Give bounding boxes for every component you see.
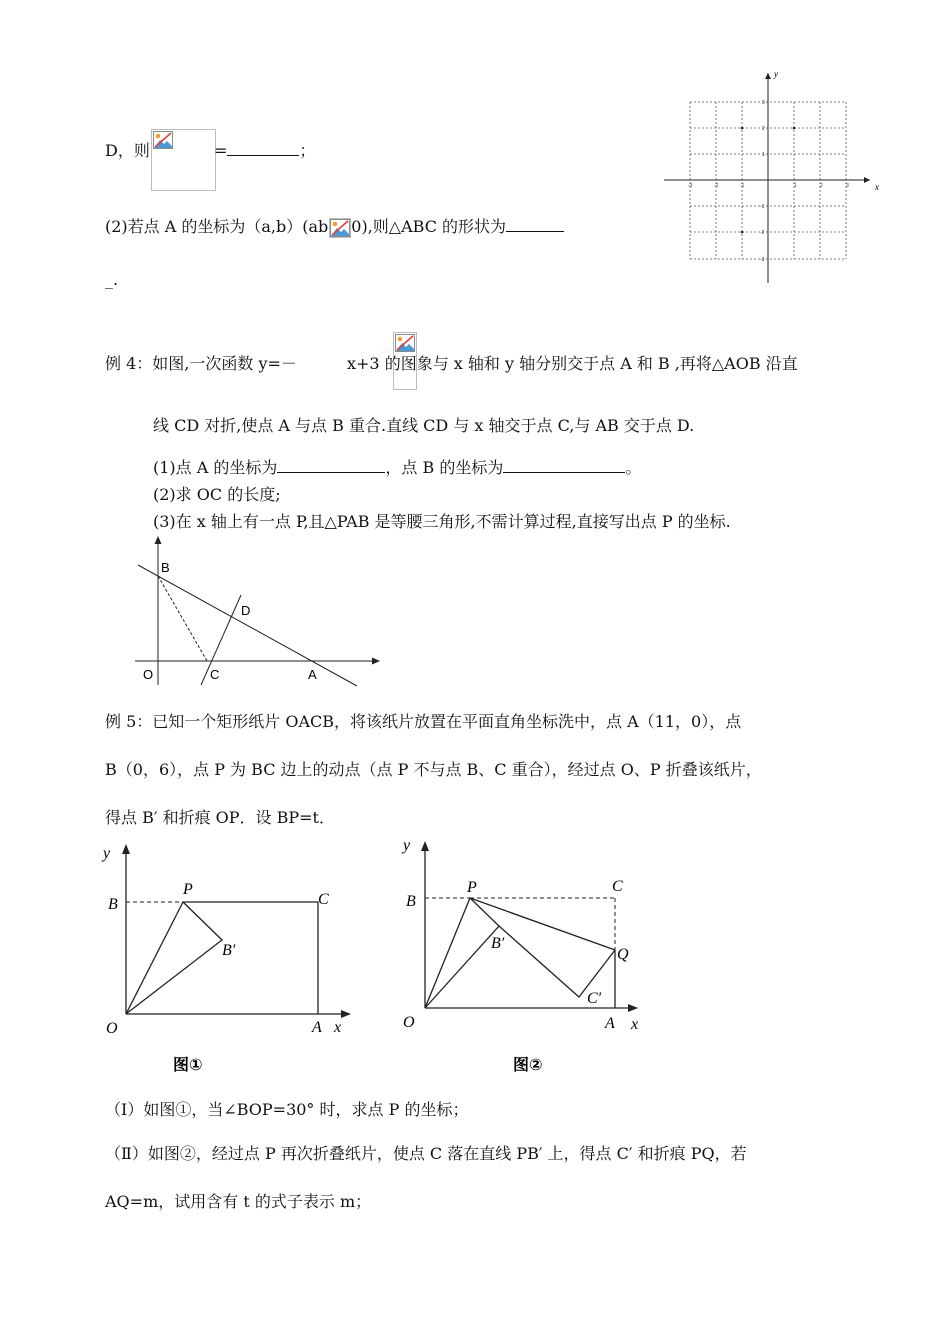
y-tick-label: 2: [762, 126, 765, 132]
point-a-label: A: [308, 667, 317, 682]
point-b-label: B: [108, 896, 118, 913]
rectangle-edge: [183, 902, 318, 1014]
q1-text-a: (1)点 A 的坐标为: [153, 458, 278, 477]
ex4-question-1: [153, 455, 641, 478]
x-tick-label: -2: [714, 183, 719, 189]
part-2-line2: AQ=m，试用含有 t 的式子表示 m；: [105, 1192, 372, 1211]
point-c-label: C: [612, 878, 623, 895]
answer-blank: [277, 458, 385, 473]
intro-answer: [214, 138, 315, 161]
y-tick-label: -2: [760, 230, 765, 236]
ex4-line1-a: 例 4：如图,一次函数 y=－: [105, 354, 297, 373]
x-tick-label: -3: [688, 183, 693, 189]
point-c-label: C: [210, 667, 220, 682]
image-placeholder-icon: [395, 334, 415, 352]
broken-image-icon: [151, 129, 216, 191]
point-c-label: C: [318, 891, 329, 908]
x-axis-label: x: [334, 1019, 342, 1036]
y-axis-label: y: [774, 69, 778, 79]
point-p-label: P: [467, 879, 477, 896]
line-ab: [138, 565, 357, 686]
ex4-question-3: (3)在 x 轴上有一点 P,且△PAB 是等腰三角形,不需计算过程,直接写出点 P 的坐标.: [153, 512, 731, 531]
y-axis-label: y: [403, 837, 411, 854]
point-b-prime-label: B′: [222, 942, 236, 959]
answer-blank: [506, 217, 564, 232]
example-4-figure: [130, 535, 390, 690]
point-o-label: O: [106, 1020, 118, 1037]
fold-op: [126, 902, 183, 1014]
figure-2: [395, 830, 655, 1080]
y-tick-label: 1: [762, 152, 765, 158]
part-2-line1: （Ⅱ）如图②，经过点 P 再次折叠纸片，使点 C 落在直线 PB′ 上，得点 C′ 和折痕 PQ，若: [105, 1144, 747, 1163]
point-d-label: D: [241, 603, 251, 618]
question-2-line: [105, 214, 564, 238]
ex4-line2: 线 CD 对折,使点 A 与点 B 重合.直线 CD 与 x 轴交于点 C,与 AB 交于点 D.: [153, 416, 695, 435]
x-tick-label: 3: [846, 183, 849, 189]
point-b-prime-label: B′: [491, 935, 505, 952]
figure-caption: 图②: [513, 1055, 543, 1074]
answer-blank: [503, 458, 625, 473]
figure-1: [95, 833, 365, 1081]
ex4-line1-b: x+3 的图象与 x 轴和 y 轴分别交于点 A 和 B ,再将△AOB 沿直: [347, 354, 798, 373]
point-b-label: B: [406, 893, 416, 910]
point-c-prime-label: C′: [587, 990, 602, 1007]
ex5-line2: B（0，6），点 P 为 BC 边上的动点（点 P 不与点 B、C 重合），经过点 O、P 折叠该纸片，: [105, 760, 762, 779]
semicolon: ；: [299, 141, 316, 160]
ex5-line3: 得点 B′ 和折痕 OP．设 BP=t．: [105, 808, 335, 827]
x-tick-label: 2: [820, 183, 823, 189]
part-1: （Ⅰ）如图①，当∠BOP=30° 时，求点 P 的坐标；: [105, 1100, 469, 1119]
x-tick-label: -1: [740, 183, 745, 189]
x-axis-label: x: [875, 182, 879, 192]
intro-line: [105, 138, 150, 161]
image-placeholder-icon: [153, 131, 173, 149]
y-tick-label: 3: [762, 100, 765, 106]
line-cd: [201, 595, 241, 685]
q1-text-b: ，点 B 的坐标为: [385, 458, 504, 477]
q1-end: 。: [625, 458, 642, 477]
image-placeholder-icon: [330, 219, 350, 237]
point-o-label: O: [403, 1014, 415, 1031]
y-tick-label: -3: [760, 257, 765, 263]
figure-caption: 图①: [173, 1055, 203, 1074]
y-axis-label: y: [103, 845, 111, 862]
folded-flap-b: [425, 898, 499, 1008]
y-tick-label: -1: [760, 204, 765, 210]
equals-sign: =: [214, 141, 228, 160]
intro-prefix: D，则: [105, 141, 150, 160]
broken-image-icon: [329, 218, 351, 238]
fold-op: [425, 898, 470, 1008]
ex5-line1: 例 5：已知一个矩形纸片 OACB，将该纸片放置在平面直角坐标洗中，点 A（11，0），点: [105, 712, 742, 731]
ex4-question-2: (2)求 OC 的长度;: [153, 485, 281, 504]
q2-text-b: 0),则△ABC 的形状为: [351, 217, 507, 236]
point-q-label: Q: [617, 946, 629, 963]
segment-bc-dashed: [158, 576, 207, 661]
coordinate-grid-figure: [660, 65, 890, 287]
point-o-label: O: [143, 667, 154, 682]
point-a-label: A: [605, 1015, 615, 1032]
x-axis-label: x: [631, 1016, 639, 1033]
folded-flap-c: [499, 926, 615, 997]
point-b-label: B: [161, 560, 170, 575]
answer-blank: [227, 141, 299, 156]
q2-continuation: _.: [105, 270, 119, 289]
point-p-label: P: [183, 881, 193, 898]
q2-text-a: (2)若点 A 的坐标为（a,b）(ab: [105, 217, 329, 236]
point-a-label: A: [312, 1019, 322, 1036]
x-tick-label: 1: [794, 183, 797, 189]
